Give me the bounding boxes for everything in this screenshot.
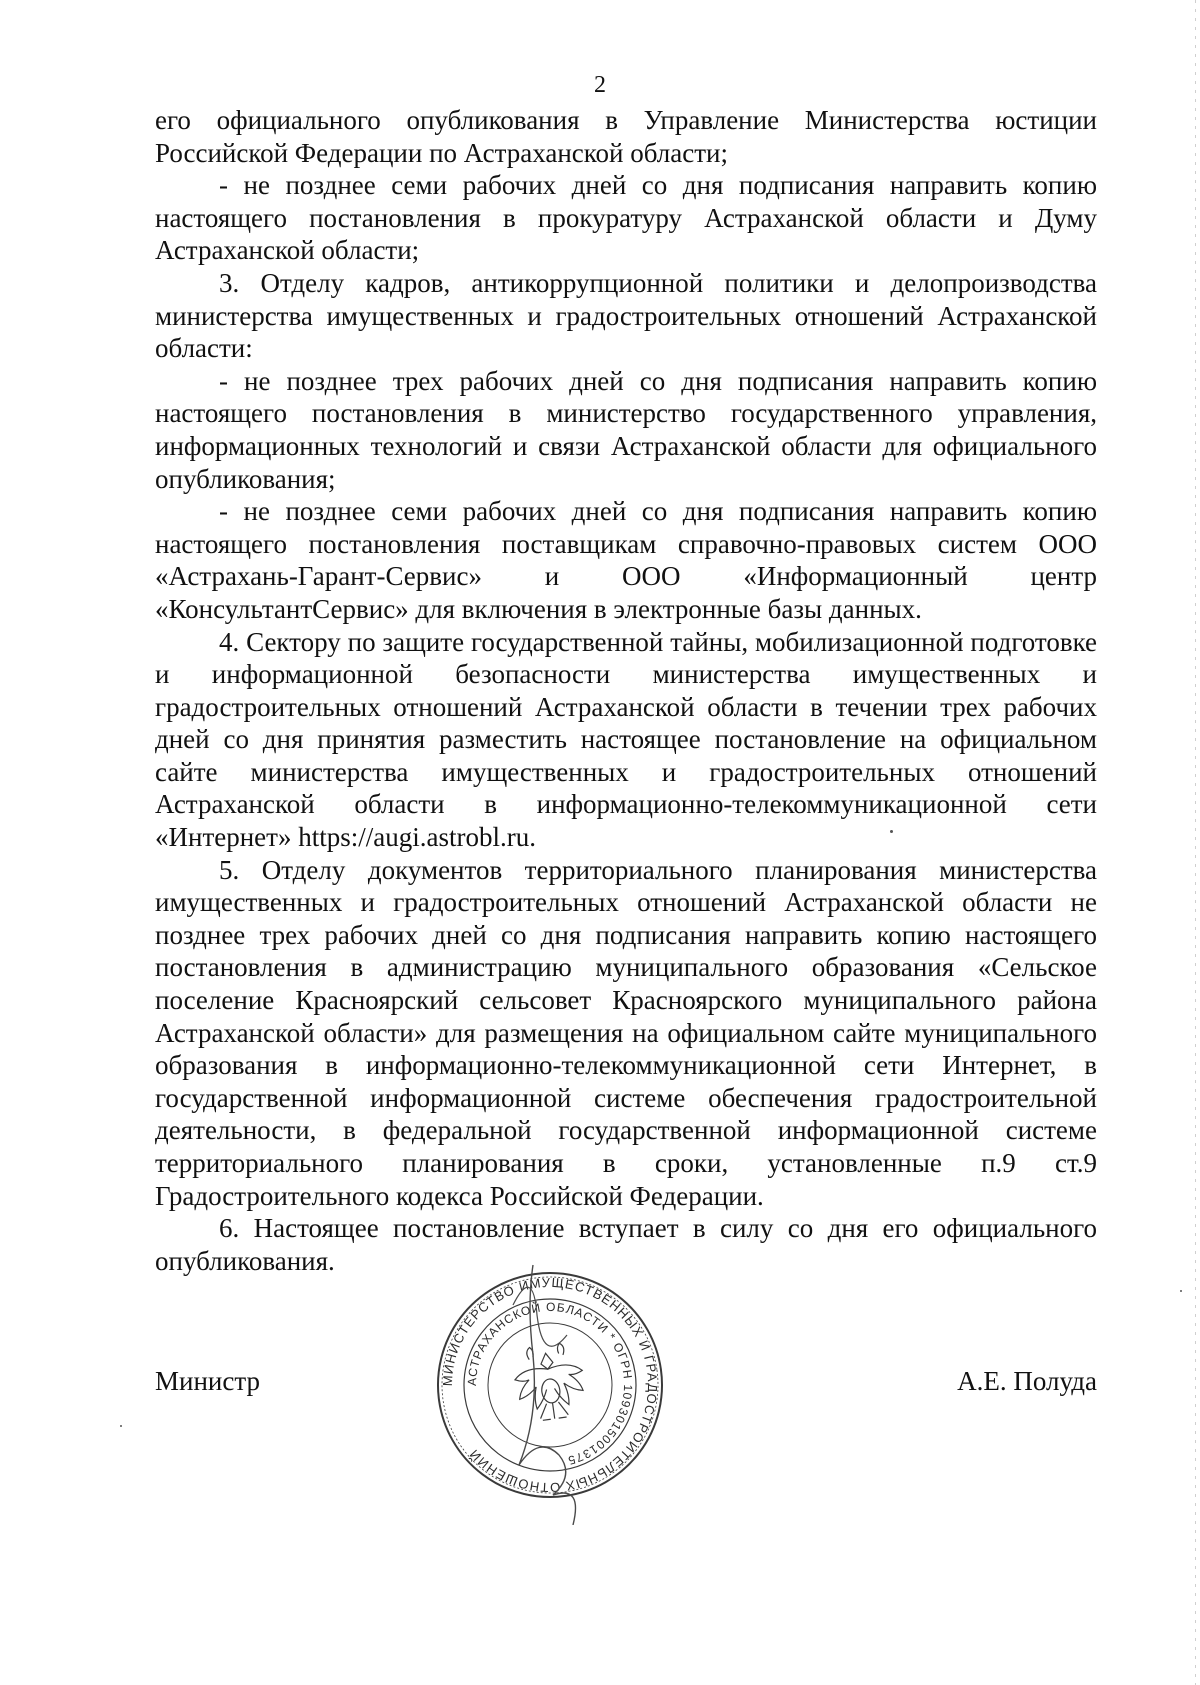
- page-number: 2: [594, 72, 606, 98]
- scan-edge-line: [1195, 0, 1196, 1685]
- paragraph-item-4: 4. Сектору по защите государственной тайны, мобилизационной подготовке и информационной безопасности министерства имущественных и градостроительных отношений Астраханской области в течении трех рабочих дней со дня принятия разместить настоящее постановление на официальном сайте министерства имущественных и градостроительных отношений Астраханской области в информационно-телекоммуникационной сети «Интернет» https://augi.astrobl.ru.: [155, 626, 1097, 853]
- signature-block: [155, 1360, 1097, 1404]
- document-body: [155, 104, 1097, 1277]
- paragraph-item-3-dash-1: - не позднее трех рабочих дней со дня подписания направить копию настоящего постановления в министерство государственного управления, информационных технологий и связи Астраханской области для официального опубликования;: [155, 365, 1097, 494]
- paragraph-item-3: 3. Отделу кадров, антикоррупционной политики и делопроизводства министерства имущественных и градостроительных отношений Астраханской области:: [155, 267, 1097, 364]
- scan-speck: [1180, 1290, 1182, 1292]
- paragraph-item-2-dash-2: - не позднее семи рабочих дней со дня подписания направить копию настоящего постановления в прокуратуру Астраханской области и Думу Астраханской области;: [155, 170, 1097, 266]
- scan-speck: [890, 830, 893, 833]
- paragraph-item-3-dash-2: - не позднее семи рабочих дней со дня подписания направить копию настоящего постановления поставщикам справочно-правовых систем ООО «Астрахань-Гарант-Сервис» и ООО «Информационный центр «КонсультантСервис» для включения в электронные базы данных.: [155, 496, 1097, 624]
- paragraph-item-5: 5. Отделу документов территориального планирования министерства имущественных и градостроительных отношений Астраханской области не позднее трех рабочих дней со дня подписания направить копию настоящего постановления в администрацию муниципального образования «Сельское поселение Красноярский сельсовет Красноярского муниципального района Астраханской области» для размещения на официальном сайте муниципального образования в информационно-телекоммуникационной сети Интернет, в государственной информационной системе обеспечения градостроительной деятельности, в федеральной государственной информационной системе территориального планирования в сроки, установленные п.9 ст.9 Градостроительного кодекса Российской Федерации.: [155, 854, 1097, 1211]
- seal-outer-text: МИНИСТЕРСТВО ИМУЩЕСТВЕННЫХ И ГРАДОСТРОИТЕЛЬНЫХ ОТНОШЕНИЙ: [439, 1274, 661, 1496]
- signatory-position: Министр: [155, 1366, 260, 1396]
- paragraph-item-6: 6. Настоящее постановление вступает в силу со дня его официального опубликования.: [155, 1213, 1097, 1276]
- paragraph-continuation: его официального опубликования в Управление Министерства юстиции Российской Федерации по Астраханской области;: [155, 105, 1097, 168]
- scan-speck: [120, 1425, 122, 1427]
- seal-inner-text: АСТРАХАНСКОЙ ОБЛАСТИ * ОГРН 1093015001375: [464, 1299, 636, 1468]
- signatory-name: А.Е. Полуда: [957, 1366, 1097, 1396]
